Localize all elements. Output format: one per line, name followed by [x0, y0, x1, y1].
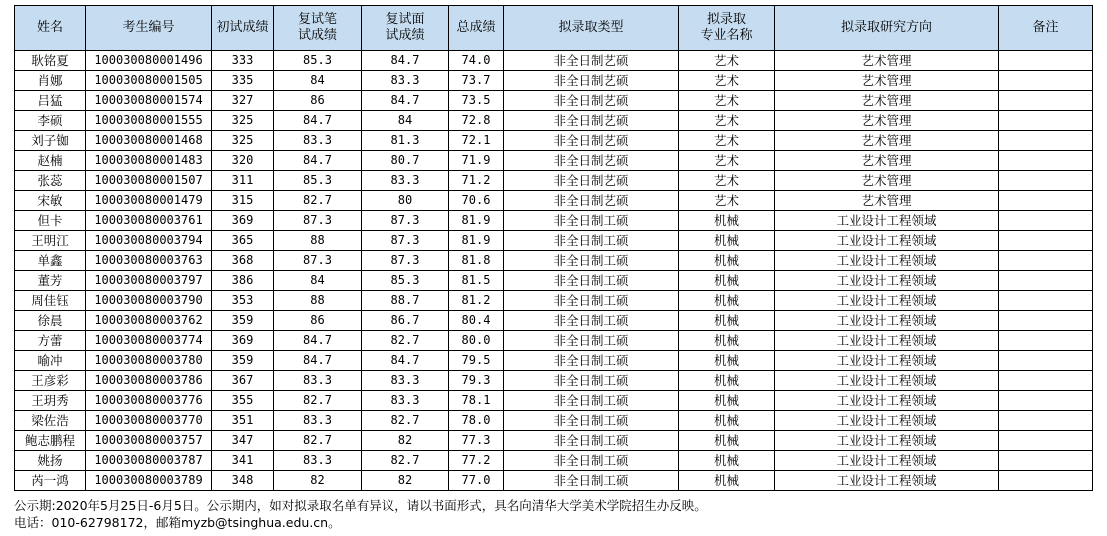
- cell-research-direction: 工业设计工程领域: [775, 371, 999, 391]
- cell-remarks: [999, 171, 1093, 191]
- cell-total-score: 74.0: [449, 51, 504, 71]
- notice-period-text: 公示期:2020年5月25日-6月5日。公示期内，如对拟录取名单有异议，请以书面形式，具名向清华大学美术学院招生办反映。: [14, 498, 707, 513]
- cell-retest-interview-score: 81.3: [362, 131, 449, 151]
- cell-exam-id: 100030080001555: [86, 111, 212, 131]
- cell-prelim-score: 327: [212, 91, 274, 111]
- cell-retest-interview-score: 84: [362, 111, 449, 131]
- cell-total-score: 71.9: [449, 151, 504, 171]
- cell-research-direction: 工业设计工程领域: [775, 391, 999, 411]
- admission-table: [14, 5, 1093, 491]
- cell-retest-interview-score: 83.3: [362, 71, 449, 91]
- table-row: [15, 351, 1093, 371]
- cell-exam-id: 100030080003762: [86, 311, 212, 331]
- cell-prelim-score: 311: [212, 171, 274, 191]
- admission-list-sheet: [14, 5, 1092, 491]
- cell-remarks: [999, 131, 1093, 151]
- cell-retest-interview-score: 80: [362, 191, 449, 211]
- cell-research-direction: 工业设计工程领域: [775, 331, 999, 351]
- cell-remarks: [999, 231, 1093, 251]
- cell-name: 宋敏: [15, 191, 86, 211]
- cell-major-name: 机械: [679, 411, 775, 431]
- cell-retest-interview-score: 83.3: [362, 171, 449, 191]
- cell-prelim-score: 335: [212, 71, 274, 91]
- cell-remarks: [999, 331, 1093, 351]
- cell-research-direction: 艺术管理: [775, 191, 999, 211]
- cell-total-score: 78.1: [449, 391, 504, 411]
- cell-total-score: 81.5: [449, 271, 504, 291]
- cell-major-name: 艺术: [679, 171, 775, 191]
- cell-name: 单鑫: [15, 251, 86, 271]
- cell-retest-written-score: 83.3: [274, 131, 362, 151]
- cell-exam-id: 100030080003776: [86, 391, 212, 411]
- cell-research-direction: 工业设计工程领域: [775, 291, 999, 311]
- cell-admission-type: 非全日制工硕: [504, 271, 679, 291]
- cell-research-direction: 工业设计工程领域: [775, 411, 999, 431]
- cell-major-name: 机械: [679, 471, 775, 491]
- cell-prelim-score: 369: [212, 211, 274, 231]
- cell-major-name: 艺术: [679, 191, 775, 211]
- cell-retest-written-score: 84: [274, 271, 362, 291]
- cell-admission-type: 非全日制工硕: [504, 451, 679, 471]
- cell-exam-id: 100030080003757: [86, 431, 212, 451]
- cell-total-score: 77.3: [449, 431, 504, 451]
- cell-remarks: [999, 91, 1093, 111]
- cell-research-direction: 艺术管理: [775, 151, 999, 171]
- cell-research-direction: 艺术管理: [775, 111, 999, 131]
- cell-retest-interview-score: 84.7: [362, 91, 449, 111]
- cell-major-name: 机械: [679, 211, 775, 231]
- cell-research-direction: 工业设计工程领域: [775, 471, 999, 491]
- column-header-retest-interview-score: 复试面 试成绩: [362, 6, 449, 51]
- cell-retest-interview-score: 84.7: [362, 351, 449, 371]
- table-row: [15, 131, 1093, 151]
- cell-exam-id: 100030080003770: [86, 411, 212, 431]
- cell-exam-id: 100030080001483: [86, 151, 212, 171]
- cell-prelim-score: 365: [212, 231, 274, 251]
- cell-remarks: [999, 51, 1093, 71]
- cell-retest-interview-score: 82.7: [362, 411, 449, 431]
- cell-remarks: [999, 311, 1093, 331]
- cell-remarks: [999, 71, 1093, 91]
- table-row: [15, 231, 1093, 251]
- cell-admission-type: 非全日制艺硕: [504, 71, 679, 91]
- table-row: [15, 431, 1093, 451]
- cell-total-score: 77.2: [449, 451, 504, 471]
- cell-total-score: 78.0: [449, 411, 504, 431]
- cell-exam-id: 100030080003763: [86, 251, 212, 271]
- cell-admission-type: 非全日制工硕: [504, 431, 679, 451]
- cell-remarks: [999, 251, 1093, 271]
- table-row: [15, 451, 1093, 471]
- table-row: [15, 331, 1093, 351]
- cell-name: 赵楠: [15, 151, 86, 171]
- cell-total-score: 73.7: [449, 71, 504, 91]
- cell-remarks: [999, 211, 1093, 231]
- cell-admission-type: 非全日制工硕: [504, 231, 679, 251]
- cell-research-direction: 工业设计工程领域: [775, 351, 999, 371]
- column-header-total-score: 总成绩: [449, 6, 504, 51]
- cell-exam-id: 100030080001505: [86, 71, 212, 91]
- cell-research-direction: 工业设计工程领域: [775, 451, 999, 471]
- cell-total-score: 77.0: [449, 471, 504, 491]
- cell-total-score: 72.1: [449, 131, 504, 151]
- notice-footer: [14, 497, 707, 531]
- cell-name: 李硕: [15, 111, 86, 131]
- cell-retest-written-score: 83.3: [274, 451, 362, 471]
- cell-major-name: 机械: [679, 351, 775, 371]
- cell-research-direction: 艺术管理: [775, 71, 999, 91]
- cell-major-name: 机械: [679, 371, 775, 391]
- cell-prelim-score: 325: [212, 131, 274, 151]
- cell-retest-written-score: 84.7: [274, 111, 362, 131]
- cell-admission-type: 非全日制工硕: [504, 291, 679, 311]
- cell-research-direction: 工业设计工程领域: [775, 431, 999, 451]
- cell-exam-id: 100030080001468: [86, 131, 212, 151]
- cell-prelim-score: 351: [212, 411, 274, 431]
- cell-remarks: [999, 351, 1093, 371]
- cell-retest-interview-score: 87.3: [362, 251, 449, 271]
- cell-total-score: 79.3: [449, 371, 504, 391]
- cell-name: 肖娜: [15, 71, 86, 91]
- cell-retest-interview-score: 88.7: [362, 291, 449, 311]
- cell-prelim-score: 367: [212, 371, 274, 391]
- cell-name: 张蕊: [15, 171, 86, 191]
- cell-name: 鲍志鹏程: [15, 431, 86, 451]
- cell-admission-type: 非全日制工硕: [504, 411, 679, 431]
- cell-total-score: 81.2: [449, 291, 504, 311]
- cell-retest-interview-score: 83.3: [362, 371, 449, 391]
- cell-retest-interview-score: 87.3: [362, 211, 449, 231]
- cell-major-name: 艺术: [679, 111, 775, 131]
- table-header-row: [15, 6, 1093, 51]
- cell-retest-written-score: 88: [274, 291, 362, 311]
- cell-retest-interview-score: 82: [362, 431, 449, 451]
- column-header-major-name: 拟录取 专业名称: [679, 6, 775, 51]
- contact-text: 电话：010-62798172，邮箱myzb@tsinghua.edu.cn。: [14, 515, 341, 530]
- cell-major-name: 机械: [679, 311, 775, 331]
- cell-name: 耿铭夏: [15, 51, 86, 71]
- cell-retest-written-score: 82.7: [274, 191, 362, 211]
- cell-name: 徐晨: [15, 311, 86, 331]
- cell-exam-id: 100030080003794: [86, 231, 212, 251]
- cell-retest-interview-score: 82: [362, 471, 449, 491]
- cell-prelim-score: 359: [212, 311, 274, 331]
- cell-admission-type: 非全日制工硕: [504, 471, 679, 491]
- cell-research-direction: 工业设计工程领域: [775, 311, 999, 331]
- cell-retest-written-score: 83.3: [274, 411, 362, 431]
- table-row: [15, 171, 1093, 191]
- table-row: [15, 111, 1093, 131]
- column-header-remarks: 备注: [999, 6, 1093, 51]
- cell-exam-id: 100030080003786: [86, 371, 212, 391]
- cell-research-direction: 艺术管理: [775, 131, 999, 151]
- cell-remarks: [999, 371, 1093, 391]
- cell-name: 董芳: [15, 271, 86, 291]
- cell-prelim-score: 333: [212, 51, 274, 71]
- cell-retest-written-score: 83.3: [274, 371, 362, 391]
- cell-retest-written-score: 84.7: [274, 151, 362, 171]
- table-row: [15, 371, 1093, 391]
- cell-retest-written-score: 86: [274, 91, 362, 111]
- cell-prelim-score: 320: [212, 151, 274, 171]
- cell-research-direction: 艺术管理: [775, 51, 999, 71]
- table-row: [15, 311, 1093, 331]
- table-row: [15, 271, 1093, 291]
- cell-major-name: 机械: [679, 291, 775, 311]
- cell-admission-type: 非全日制艺硕: [504, 131, 679, 151]
- cell-remarks: [999, 411, 1093, 431]
- cell-exam-id: 100030080001496: [86, 51, 212, 71]
- cell-name: 王玥秀: [15, 391, 86, 411]
- cell-research-direction: 工业设计工程领域: [775, 251, 999, 271]
- cell-total-score: 73.5: [449, 91, 504, 111]
- cell-major-name: 艺术: [679, 51, 775, 71]
- cell-prelim-score: 348: [212, 471, 274, 491]
- cell-admission-type: 非全日制艺硕: [504, 91, 679, 111]
- cell-prelim-score: 369: [212, 331, 274, 351]
- cell-name: 但卡: [15, 211, 86, 231]
- table-row: [15, 211, 1093, 231]
- cell-total-score: 70.6: [449, 191, 504, 211]
- cell-prelim-score: 325: [212, 111, 274, 131]
- cell-prelim-score: 353: [212, 291, 274, 311]
- cell-major-name: 机械: [679, 431, 775, 451]
- cell-total-score: 72.8: [449, 111, 504, 131]
- cell-exam-id: 100030080003790: [86, 291, 212, 311]
- cell-retest-interview-score: 82.7: [362, 331, 449, 351]
- cell-name: 芮一鸿: [15, 471, 86, 491]
- cell-retest-written-score: 84: [274, 71, 362, 91]
- cell-retest-written-score: 88: [274, 231, 362, 251]
- cell-admission-type: 非全日制工硕: [504, 211, 679, 231]
- cell-retest-written-score: 85.3: [274, 51, 362, 71]
- cell-admission-type: 非全日制工硕: [504, 371, 679, 391]
- cell-name: 方蕾: [15, 331, 86, 351]
- table-row: [15, 91, 1093, 111]
- cell-retest-written-score: 82: [274, 471, 362, 491]
- cell-retest-written-score: 84.7: [274, 331, 362, 351]
- cell-prelim-score: 315: [212, 191, 274, 211]
- cell-retest-written-score: 87.3: [274, 251, 362, 271]
- cell-name: 王明江: [15, 231, 86, 251]
- column-header-prelim-score: 初试成绩: [212, 6, 274, 51]
- cell-admission-type: 非全日制艺硕: [504, 151, 679, 171]
- cell-retest-interview-score: 83.3: [362, 391, 449, 411]
- cell-admission-type: 非全日制艺硕: [504, 111, 679, 131]
- cell-research-direction: 工业设计工程领域: [775, 271, 999, 291]
- table-body: [15, 51, 1093, 491]
- column-header-research-direction: 拟录取研究方向: [775, 6, 999, 51]
- cell-name: 梁佐浩: [15, 411, 86, 431]
- cell-remarks: [999, 431, 1093, 451]
- cell-total-score: 81.9: [449, 211, 504, 231]
- cell-major-name: 机械: [679, 271, 775, 291]
- cell-prelim-score: 359: [212, 351, 274, 371]
- cell-major-name: 机械: [679, 391, 775, 411]
- cell-exam-id: 100030080001574: [86, 91, 212, 111]
- cell-admission-type: 非全日制工硕: [504, 391, 679, 411]
- cell-total-score: 81.8: [449, 251, 504, 271]
- cell-exam-id: 100030080003761: [86, 211, 212, 231]
- cell-prelim-score: 341: [212, 451, 274, 471]
- table-row: [15, 411, 1093, 431]
- cell-exam-id: 100030080001479: [86, 191, 212, 211]
- cell-exam-id: 100030080003797: [86, 271, 212, 291]
- cell-major-name: 机械: [679, 331, 775, 351]
- cell-retest-written-score: 84.7: [274, 351, 362, 371]
- table-row: [15, 71, 1093, 91]
- cell-remarks: [999, 391, 1093, 411]
- cell-retest-interview-score: 86.7: [362, 311, 449, 331]
- cell-retest-written-score: 86: [274, 311, 362, 331]
- cell-total-score: 80.0: [449, 331, 504, 351]
- cell-major-name: 机械: [679, 231, 775, 251]
- cell-admission-type: 非全日制工硕: [504, 331, 679, 351]
- table-row: [15, 191, 1093, 211]
- cell-major-name: 机械: [679, 451, 775, 471]
- cell-admission-type: 非全日制艺硕: [504, 191, 679, 211]
- cell-total-score: 79.5: [449, 351, 504, 371]
- cell-retest-written-score: 85.3: [274, 171, 362, 191]
- cell-research-direction: 工业设计工程领域: [775, 211, 999, 231]
- cell-remarks: [999, 191, 1093, 211]
- column-header-admission-type: 拟录取类型: [504, 6, 679, 51]
- cell-admission-type: 非全日制艺硕: [504, 171, 679, 191]
- cell-remarks: [999, 451, 1093, 471]
- cell-exam-id: 100030080001507: [86, 171, 212, 191]
- cell-major-name: 艺术: [679, 91, 775, 111]
- cell-retest-interview-score: 80.7: [362, 151, 449, 171]
- cell-major-name: 艺术: [679, 71, 775, 91]
- table-row: [15, 251, 1093, 271]
- cell-remarks: [999, 151, 1093, 171]
- cell-retest-interview-score: 85.3: [362, 271, 449, 291]
- cell-name: 吕猛: [15, 91, 86, 111]
- cell-retest-written-score: 87.3: [274, 211, 362, 231]
- cell-admission-type: 非全日制工硕: [504, 251, 679, 271]
- cell-admission-type: 非全日制工硕: [504, 311, 679, 331]
- column-header-exam-id: 考生编号: [86, 6, 212, 51]
- cell-major-name: 艺术: [679, 131, 775, 151]
- cell-research-direction: 艺术管理: [775, 91, 999, 111]
- cell-total-score: 71.2: [449, 171, 504, 191]
- table-row: [15, 391, 1093, 411]
- table-row: [15, 51, 1093, 71]
- cell-remarks: [999, 271, 1093, 291]
- cell-exam-id: 100030080003774: [86, 331, 212, 351]
- cell-remarks: [999, 471, 1093, 491]
- cell-admission-type: 非全日制艺硕: [504, 51, 679, 71]
- table-row: [15, 471, 1093, 491]
- cell-prelim-score: 347: [212, 431, 274, 451]
- column-header-retest-written-score: 复试笔 试成绩: [274, 6, 362, 51]
- table-row: [15, 291, 1093, 311]
- cell-name: 王彦彩: [15, 371, 86, 391]
- cell-name: 姚扬: [15, 451, 86, 471]
- cell-prelim-score: 368: [212, 251, 274, 271]
- cell-retest-written-score: 82.7: [274, 431, 362, 451]
- cell-name: 喻冲: [15, 351, 86, 371]
- cell-remarks: [999, 291, 1093, 311]
- cell-total-score: 81.9: [449, 231, 504, 251]
- cell-exam-id: 100030080003789: [86, 471, 212, 491]
- cell-exam-id: 100030080003787: [86, 451, 212, 471]
- cell-remarks: [999, 111, 1093, 131]
- cell-research-direction: 工业设计工程领域: [775, 231, 999, 251]
- cell-exam-id: 100030080003780: [86, 351, 212, 371]
- cell-prelim-score: 386: [212, 271, 274, 291]
- cell-prelim-score: 355: [212, 391, 274, 411]
- cell-research-direction: 艺术管理: [775, 171, 999, 191]
- cell-total-score: 80.4: [449, 311, 504, 331]
- cell-retest-interview-score: 82.7: [362, 451, 449, 471]
- column-header-name: 姓名: [15, 6, 86, 51]
- cell-retest-interview-score: 87.3: [362, 231, 449, 251]
- cell-retest-written-score: 82.7: [274, 391, 362, 411]
- cell-admission-type: 非全日制工硕: [504, 351, 679, 371]
- cell-retest-interview-score: 84.7: [362, 51, 449, 71]
- cell-major-name: 艺术: [679, 151, 775, 171]
- cell-name: 刘子铷: [15, 131, 86, 151]
- table-row: [15, 151, 1093, 171]
- cell-major-name: 机械: [679, 251, 775, 271]
- cell-name: 周佳钰: [15, 291, 86, 311]
